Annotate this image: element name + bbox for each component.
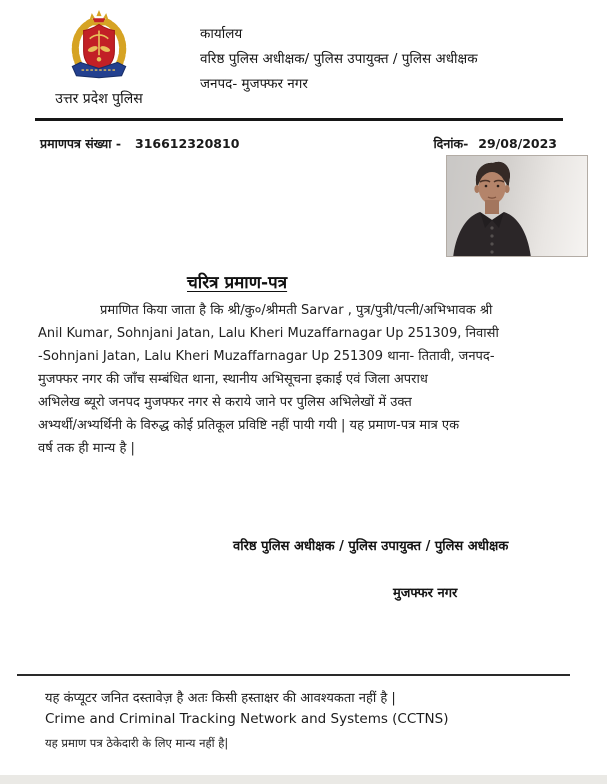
applicant-portrait xyxy=(447,156,588,257)
body-line: मुजफ्फर नगर की जाँच सम्बंधित थाना, स्थानीय अभिसूचना इकाई एवं जिला अपराध xyxy=(38,372,428,387)
certificate-number-label: प्रमाणपत्र संख्या - xyxy=(40,136,122,151)
certificate-number-value: 316612320810 xyxy=(135,136,240,151)
certificate-number-row xyxy=(40,135,239,152)
office-header xyxy=(200,22,478,97)
certificate-date-value: 29/08/2023 xyxy=(478,136,557,151)
logo-caption: उत्तर प्रदेश पुलिस xyxy=(55,91,143,107)
applicant-photo xyxy=(446,155,588,257)
certificate-body xyxy=(38,299,578,460)
office-line-1: कार्यालय xyxy=(200,26,243,42)
signatory-designation: वरिष्ठ पुलिस अधीक्षक / पुलिस उपायुक्त / पुलिस अधीक्षक xyxy=(233,539,509,554)
office-line-3: जनपद- मुजफ्फर नगर xyxy=(200,76,308,92)
body-line: अभ्यर्थी/अभ्यर्थिनी के विरुद्ध कोई प्रतिकूल प्रविष्टि नहीं पायी गयी | यह प्रमाण-पत्र मात्र एक xyxy=(38,418,460,433)
body-line: Anil Kumar, Sohnjani Jatan, Lalu Kheri Muzaffarnagar Up 251309, निवासी xyxy=(38,326,499,341)
up-police-logo-block xyxy=(40,10,158,108)
footer-disclaimer-hindi: यह कंप्यूटर जनित दस्तावेज़ है अतः किसी हस्ताक्षर की आवश्यकता नहीं है | xyxy=(45,691,396,706)
footer-divider-line xyxy=(17,674,570,676)
office-line-2: वरिष्ठ पुलिस अधीक्षक/ पुलिस उपायुक्त / पुलिस अधीक्षक xyxy=(200,51,478,67)
body-line: प्रमाणित किया जाता है कि श्री/कु०/श्रीमती Sarvar , पुत्र/पुत्री/पत्नी/अभिभावक श्री xyxy=(100,303,493,318)
body-line: वर्ष तक ही मान्य है | xyxy=(38,441,135,456)
footer-validity-note: यह प्रमाण पत्र ठेकेदारी के लिए मान्य नहीं है| xyxy=(45,736,229,750)
footer-cctns-label: Crime and Criminal Tracking Network and Systems (CCTNS) xyxy=(45,711,449,727)
signatory-district: मुजफ्फर नगर xyxy=(393,586,458,601)
certificate-date-label: दिनांक- xyxy=(433,136,469,151)
certificate-date-row xyxy=(433,135,557,152)
header-divider-line xyxy=(35,118,563,121)
page-bottom-edge xyxy=(0,775,607,784)
up-police-crest-icon xyxy=(40,10,158,86)
body-line: -Sohnjani Jatan, Lalu Kheri Muzaffarnagar Up 251309 थाना- तितावी, जनपद- xyxy=(38,349,495,364)
document-title: चरित्र प्रमाण-पत्र xyxy=(187,273,288,293)
body-line: अभिलेख ब्यूरो जनपद मुजफ्फर नगर से कराये जाने पर पुलिस अभिलेखों में उक्त xyxy=(38,395,412,410)
